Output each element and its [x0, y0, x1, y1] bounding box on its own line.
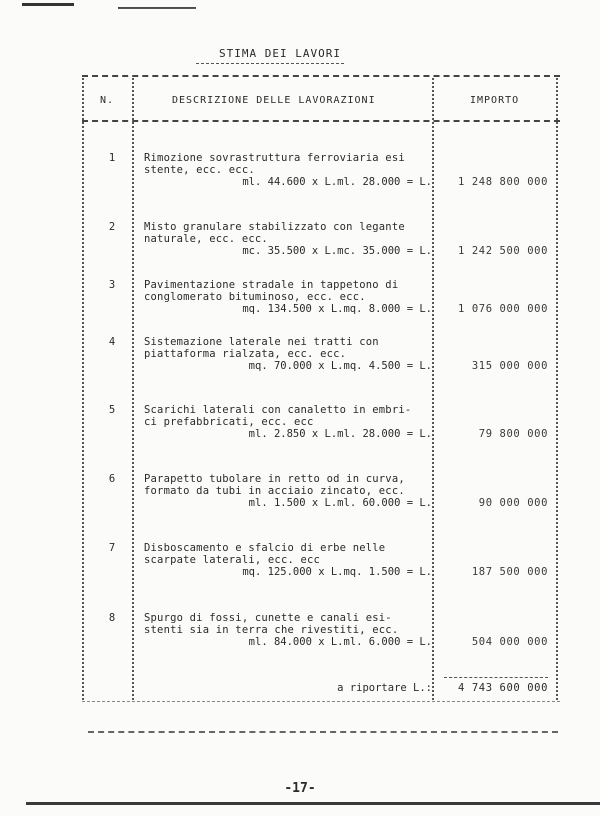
item-calculation: mc. 35.500 x L.mc. 35.000 = L.	[242, 245, 432, 257]
item-calculation: ml. 84.000 x L.ml. 6.000 = L.	[248, 636, 432, 648]
scan-artifact-bottom	[26, 802, 600, 805]
item-description-line: Disboscamento e sfalcio di erbe nelle	[144, 542, 386, 554]
document-title: STIMA DEI LAVORI	[219, 47, 341, 60]
item-number: 3	[108, 279, 116, 291]
column-header-number: N.	[100, 95, 115, 106]
item-amount: 315 000 000	[471, 360, 548, 372]
item-calculation: ml. 1.500 x L.ml. 60.000 = L.	[248, 497, 432, 509]
item-description-line: scarpate laterali, ecc. ecc	[144, 554, 321, 566]
item-description-line: piattaforma rialzata, ecc. ecc.	[144, 348, 347, 360]
subtotal-rule	[444, 677, 548, 678]
item-amount: 90 000 000	[478, 497, 548, 509]
item-description-line: formato da tubi in acciaio zincato, ecc.	[144, 485, 405, 497]
item-description-line: ci prefabbricati, ecc. ecc	[144, 416, 314, 428]
item-description-line: Scarichi laterali con canaletto in embri-	[144, 404, 412, 416]
item-amount: 1 076 000 000	[458, 303, 548, 315]
table-left-border	[82, 78, 90, 700]
item-amount: 187 500 000	[471, 566, 548, 578]
item-calculation: ml. 44.600 x L.ml. 28.000 = L.	[242, 176, 432, 188]
title-underline	[196, 63, 344, 64]
item-calculation: mq. 125.000 x L.mq. 1.500 = L.	[242, 566, 432, 578]
column-header-description: DESCRIZIONE DELLE LAVORAZIONI	[172, 95, 376, 106]
item-description-line: Rimozione sovrastruttura ferroviaria esi	[144, 152, 405, 164]
item-description-line: conglomerato bituminoso, ecc. ecc.	[144, 291, 366, 303]
item-description-line: naturale, ecc. ecc.	[144, 233, 268, 245]
item-calculation: mq. 70.000 x L.mq. 4.500 = L.	[248, 360, 432, 372]
item-number: 4	[108, 336, 116, 348]
table-right-border	[556, 78, 564, 700]
column-divider-amount	[432, 78, 440, 700]
item-description-line: Pavimentazione stradale in tappetono di	[144, 279, 399, 291]
item-number: 8	[108, 612, 116, 624]
item-description-line: stente, ecc. ecc.	[144, 164, 255, 176]
item-amount: 1 248 800 000	[458, 176, 548, 188]
table-top-rule	[82, 75, 560, 77]
carry-forward-label: a riportare L.:	[337, 682, 432, 694]
item-number: 7	[108, 542, 116, 554]
footer-rule	[88, 731, 558, 733]
item-number: 5	[108, 404, 116, 416]
table-bottom-rule	[82, 701, 560, 702]
carry-forward-value: 4 743 600 000	[458, 682, 548, 694]
item-amount: 79 800 000	[478, 428, 548, 440]
item-description-line: Spurgo di fossi, cunette e canali esi-	[144, 612, 392, 624]
scan-artifact-top	[0, 0, 600, 12]
item-description-line: Sistemazione laterale nei tratti con	[144, 336, 379, 348]
item-amount: 1 242 500 000	[458, 245, 548, 257]
column-header-amount: IMPORTO	[470, 95, 520, 106]
item-description-line: Misto granulare stabilizzato con legante	[144, 221, 405, 233]
item-number: 1	[108, 152, 116, 164]
item-amount: 504 000 000	[471, 636, 548, 648]
item-number: 2	[108, 221, 116, 233]
item-calculation: mq. 134.500 x L.mq. 8.000 = L.	[242, 303, 432, 315]
page-number: -17-	[284, 781, 316, 796]
item-number: 6	[108, 473, 116, 485]
item-description-line: stenti sia in terra che rivestiti, ecc.	[144, 624, 399, 636]
column-divider-number	[132, 78, 140, 700]
item-description-line: Parapetto tubolare in retto od in curva,	[144, 473, 405, 485]
item-calculation: ml. 2.850 x L.ml. 28.000 = L.	[248, 428, 432, 440]
header-bottom-rule	[82, 120, 560, 122]
